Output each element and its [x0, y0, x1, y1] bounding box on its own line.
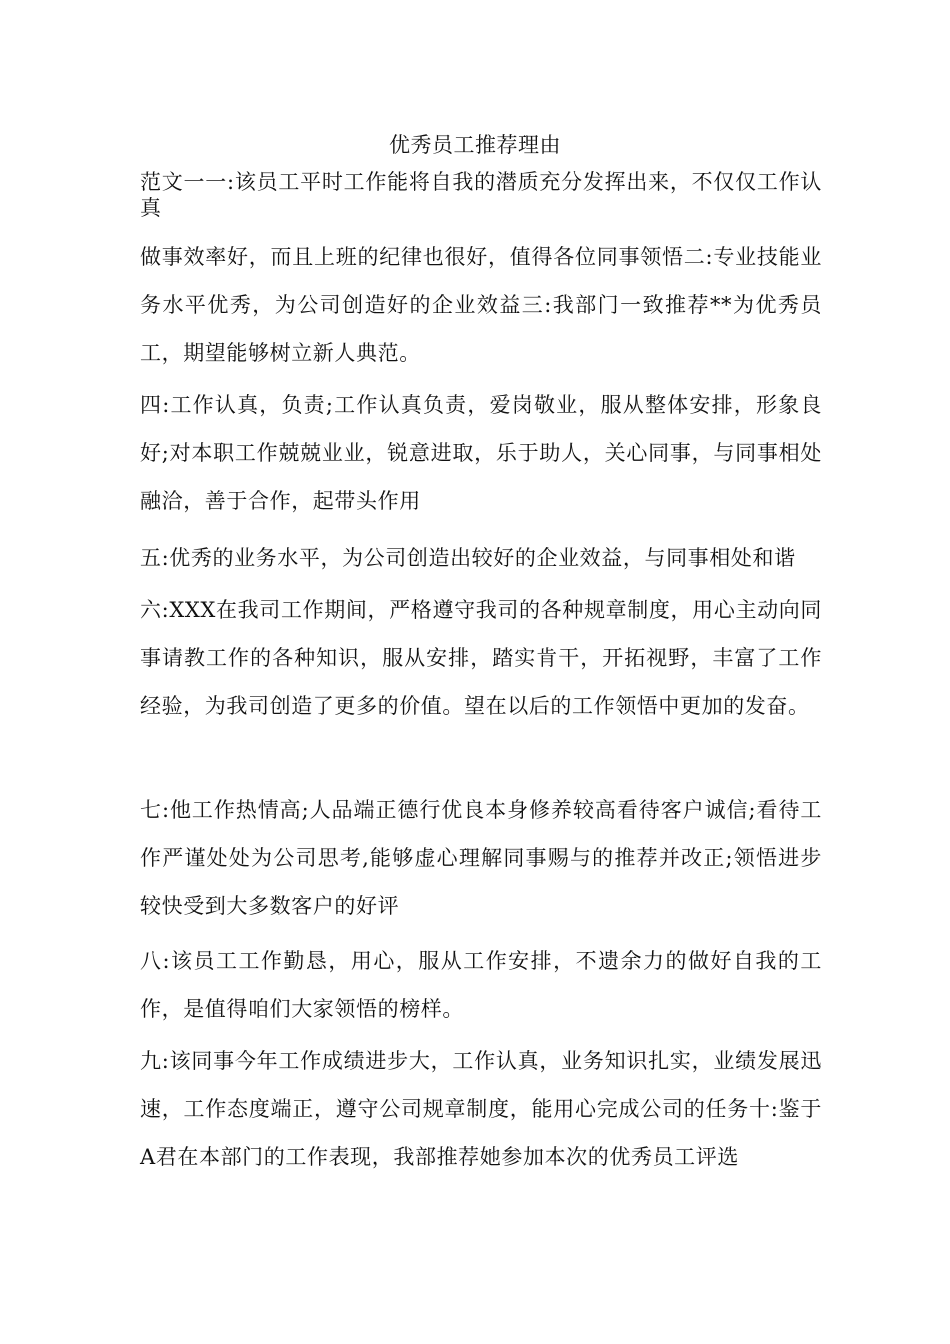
paragraph-7: 八:该员工工作勤恳，用心，服从工作安排，不遗余力的做好自我的工作，是值得咱们大家领悟的榜样。: [140, 949, 822, 1021]
paragraph-8: 九:该同事今年工作成绩进步大，工作认真，业务知识扎实，业绩发展迅速，工作态度端正，遵守公司规章制度，能用心完成公司的任务十:鉴于A君在本部门的工作表现，我部推荐她参加本次的优秀员工评选: [140, 1049, 822, 1169]
paragraph-2: 做事效率好，而且上班的纪律也很好，值得各位同事领悟二:专业技能业务水平优秀，为公司创造好的企业效益三:我部门一致推荐**为优秀员工，期望能够树立新人典范。: [140, 245, 822, 365]
paragraph-3: 四:工作认真，负责;工作认真负责，爱岗敬业，服从整体安排，形象良好;对本职工作兢兢业业，锐意进取，乐于助人，关心同事，与同事相处融洽，善于合作，起带头作用: [140, 393, 822, 513]
paragraph-5: 六:XXX在我司工作期间，严格遵守我司的各种规章制度，用心主动向同事请教工作的各种知识，服从安排，踏实肯干，开拓视野，丰富了工作经验，为我司创造了更多的价值。望在以后的工作领悟中更加的发奋。: [140, 598, 822, 718]
paragraph-6: 七:他工作热情高;人品端正德行优良本身修养较高看待客户诚信;看待工作严谨处处为公司思考,能够虚心理解同事赐与的推荐并改正;领悟进步较快受到大多数客户的好评: [140, 798, 822, 918]
document-title: 优秀员工推荐理由: [389, 133, 561, 157]
paragraph-4: 五:优秀的业务水平，为公司创造出较好的企业效益，与同事相处和谐: [140, 546, 796, 570]
paragraph-1: 范文一一:该员工平时工作能将自我的潜质充分发挥出来，不仅仅工作认真: [140, 170, 822, 220]
